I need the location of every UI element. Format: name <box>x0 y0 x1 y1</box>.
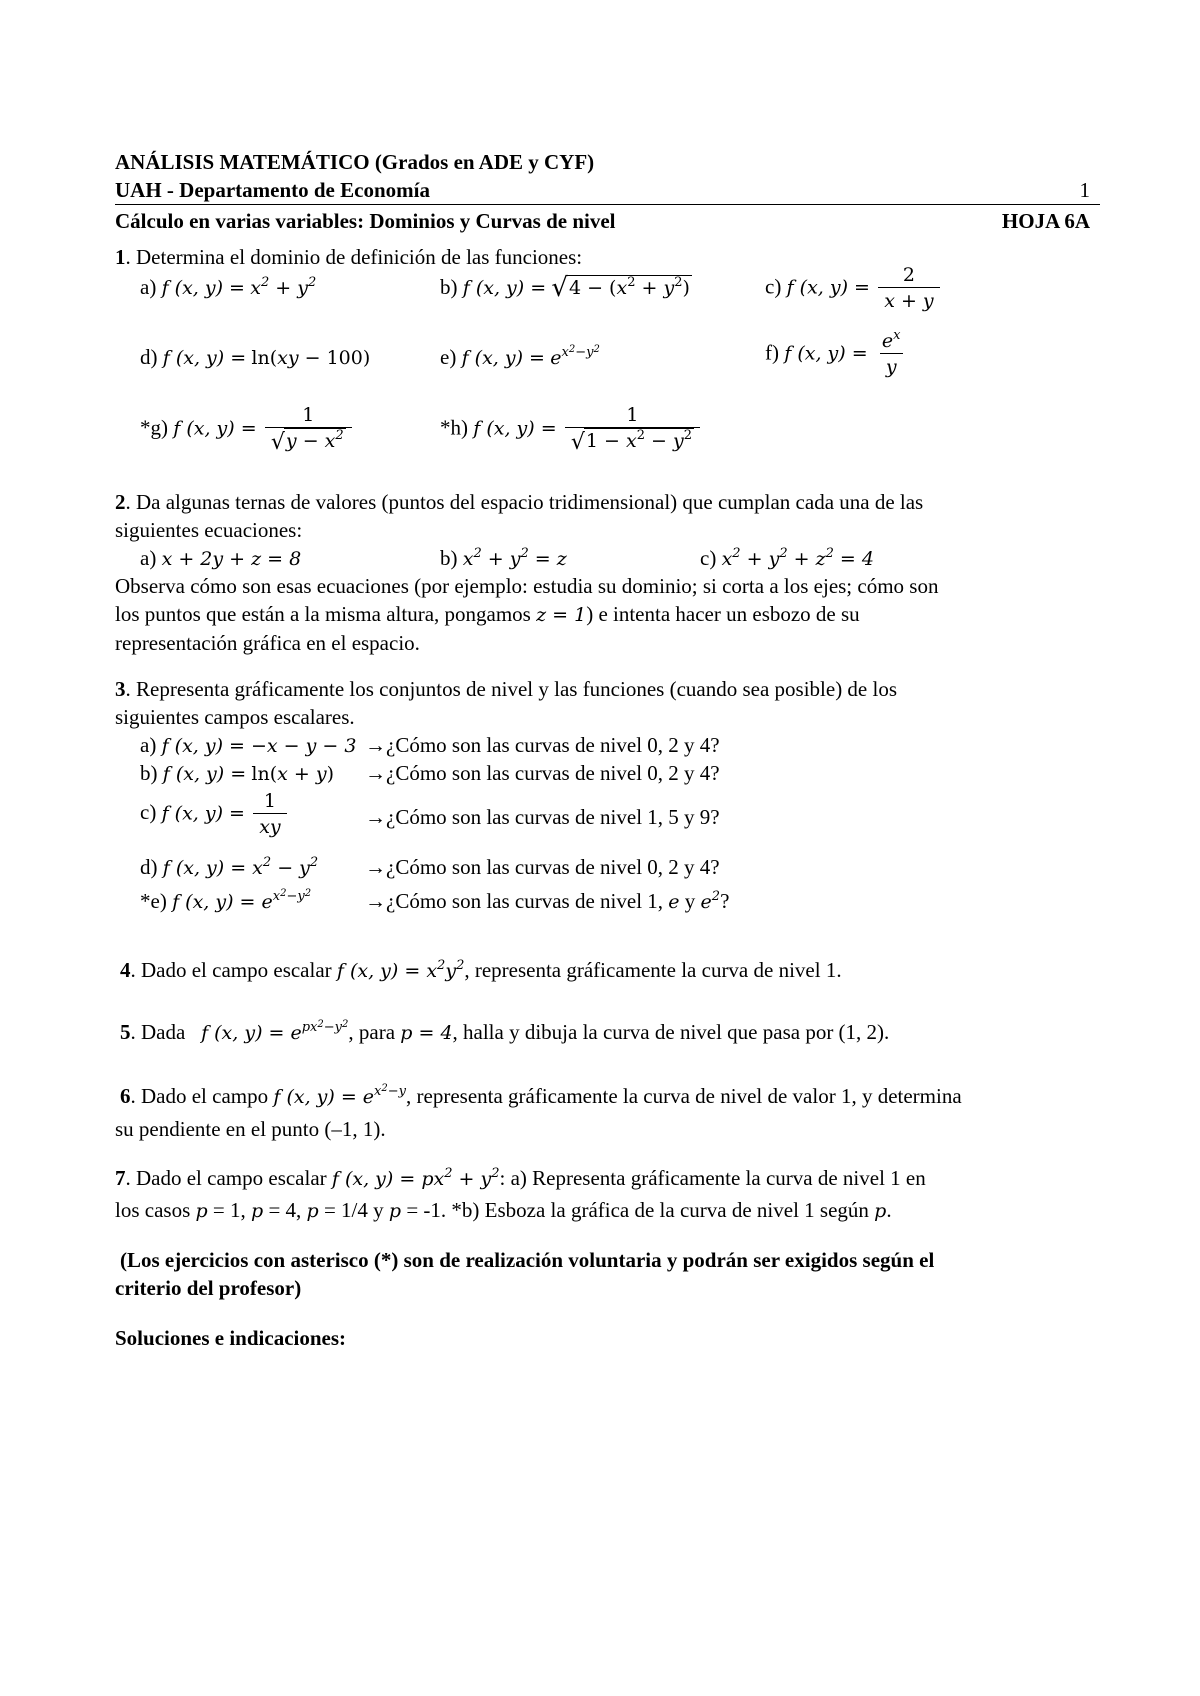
exercise-text: Observa cómo son esas ecuaciones (por ejemplo: estudia su dominio; si corta a los ejes; cómo son <box>115 574 939 598</box>
item-e: *e) f (x, $y) = e^{x^2-y^2}$ <box>140 888 312 913</box>
ex1-row-1 <box>115 264 1100 317</box>
exercise-number: 5 <box>120 1020 131 1044</box>
item-b: b) f (x, y) = ln(x + y) <box>140 761 334 785</box>
item-h: *h) f (x, y) = $\frac{1}{√1 - x^2 - y^2}$ <box>440 403 703 456</box>
exercise-text: representación gráfica en el espacio. <box>115 631 420 655</box>
solutions-heading: Soluciones e indicaciones: <box>115 1326 347 1350</box>
course-title: ANÁLISIS MATEMÁTICO (Grados en ADE y CYF) <box>115 150 595 174</box>
item-e: e) f (x, $y) = e^{x^2-y^2}$ <box>440 344 600 369</box>
exercise-text: los puntos que están a la misma altura, pongamos <box>115 602 531 626</box>
exercise-2: 2. Da algunas ternas de valores (puntos del espacio tridimensional) que cumplan cada una de las siguientes ecuaciones: a) x + 2y + z = 8 b) $x^2 + y^2 = z$ c) $x^2 + y^2 + z^2 = 4$ Observa cómo son esas ecuaciones (por ejemplo: estudia su dominio; si corta a los ejes; cómo son los puntos que están a la misma altura, pongamos z = 1) e intenta hacer un esbozo de su representación gráfica en el espacio. <box>115 488 1100 657</box>
exercise-text: siguientes campos escalares. <box>115 705 355 729</box>
exercise-text: . Determina el dominio de definición de las funciones: <box>125 245 583 269</box>
ex1-row-3 <box>115 403 1100 455</box>
exercise-text: . Da algunas ternas de valores (puntos del espacio tridimensional) que cumplan cada una de las <box>125 490 924 514</box>
exercise-number: 4 <box>120 958 131 982</box>
exercise-7: 7. Dado el campo escalar f (x, $y) = px^2 + y^2$: a) Representa gráficamente la curva de nivel 1 en los casos p = 1, p = 4, p = 1/4 y p = -1. *b) Esboza la gráfica de la curva de nivel 1 según p. <box>115 1166 926 1222</box>
item-d: d) f (x, $y) = x^2 - y^2$ <box>140 855 319 879</box>
exercise-4: 4. Dado el campo escalar f (x, $y) = x^2y^2$, representa gráficamente la curva de nivel 1. <box>120 958 842 982</box>
exercise-number: 7 <box>115 1166 126 1190</box>
exercise-number: 3 <box>115 677 126 701</box>
eq-a: a) x + 2y + z = 8 <box>140 546 302 570</box>
question-e: →¿Cómo son las curvas de nivel 1, e y $e^2$? <box>365 889 730 913</box>
item-a: a) f (x, $y) = x^2 + y^2$ <box>140 275 317 299</box>
item-c: c) f (x, y) = $\frac{1}{xy}$ <box>115 789 290 840</box>
item-b: b) f (x, $y) = √4 - (x^2 + y^2)$ <box>440 273 690 303</box>
exercise-text: ) e intenta hacer un esbozo de su <box>586 602 860 626</box>
exercise-number: 6 <box>120 1084 131 1108</box>
department: UAH - Departamento de Economía <box>115 178 430 202</box>
note: (Los ejercicios con asterisco (*) son de realización voluntaria y podrán ser exigidos según el criterio del profesor) <box>115 1248 935 1300</box>
item-d: d) f (x, y) = ln(xy − 100) <box>140 345 371 369</box>
item-g: *g) f (x, y) = $\frac{1}{√y - x^2}$ <box>140 403 355 456</box>
exercise-3 <box>115 675 1100 911</box>
subject-title: Cálculo en varias variables: Dominios y Curvas de nivel <box>115 209 616 233</box>
item-f: f) f (x, y) = $\frac{e^x}{y}$ <box>765 329 909 380</box>
question-b: →¿Cómo son las curvas de nivel 0, 2 y 4? <box>365 761 720 785</box>
exercise-5: 5. Dada f (x, $y) = e^{px^2-y^2}$, para p = 4, halla y dibuja la curva de nivel que pasa por (1, 2). <box>120 1019 890 1044</box>
document-header <box>115 148 1100 235</box>
sheet-label: HOJA 6A <box>1001 209 1090 233</box>
question-d: →¿Cómo son las curvas de nivel 0, 2 y 4? <box>365 855 720 879</box>
item-c: c) f (x, y) = $\frac{2}{x + y}$ <box>765 263 943 314</box>
page-number: 1 <box>1079 178 1090 202</box>
exercise-1 <box>115 243 1100 455</box>
exercise-text: . Representa gráficamente los conjuntos de nivel y las funciones (cuando sea posible) de los <box>125 677 898 701</box>
exercise-number: 1 <box>115 245 126 269</box>
exercise-number: 2 <box>115 490 126 514</box>
eq-c: c) $x^2 + y^2 + z^2 = 4$ <box>700 546 874 570</box>
item-a: a) f (x, y) = −x − y − 3 <box>140 733 357 757</box>
question-a: →¿Cómo son las curvas de nivel 0, 2 y 4? <box>365 733 720 757</box>
question-c: →¿Cómo son las curvas de nivel 1, 5 y 9? <box>365 805 720 829</box>
eq-b: b) $x^2 + y^2 = z$ <box>440 546 567 570</box>
ex1-row-2 <box>115 328 1100 387</box>
ex2-equations <box>115 544 1100 572</box>
exercise-6: 6. Dado el campo f (x, $y) = e^{x^2-y}$, representa gráficamente la curva de nivel de valor 1, y determina su pendiente en el punto (–1, 1). <box>115 1083 962 1141</box>
exercise-text: siguientes ecuaciones: <box>115 518 303 542</box>
